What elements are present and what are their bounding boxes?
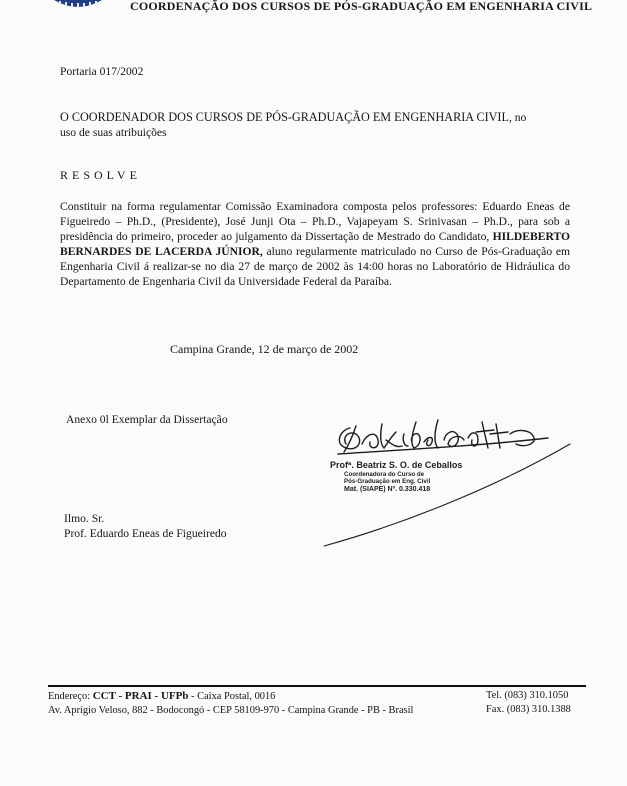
footer-address	[48, 689, 413, 718]
fax-number: Fax. (083) 310.1388	[486, 704, 571, 715]
stamp-role: Coordenadora do Curso de	[344, 471, 425, 478]
footer-divider	[48, 685, 586, 687]
signatory-stamp	[330, 460, 462, 494]
recipient-block	[64, 511, 227, 541]
stamp-name: Profª. Beatriz S. O. de Ceballos	[330, 460, 463, 470]
stamp-registration: Mat. (SIAPE) Nº. 0.330.418	[344, 486, 431, 493]
coordinator-statement	[60, 110, 580, 140]
institution-logo	[52, 0, 104, 12]
header-title: COORDENAÇÃO DOS CURSOS DE PÓS-GRADUAÇÃO EM ENGENHARIA CIVIL	[130, 0, 593, 13]
annex-note: Anexo 0l Exemplar da Dissertação	[66, 413, 228, 426]
resolution-body-part2: aluno regularmente matriculado no Curso de Pós-Graduação em Engenharia Civil á realizar-se no dia 27 de março de 2002 às 14:00 horas no Laboratório de Hidráulica do Departamento de Engenharia Civil da Universidade Federal da Paraíba.	[60, 245, 571, 288]
date-line: Campina Grande, 12 de março de 2002	[170, 342, 359, 356]
stamp-department: Pós-Graduação em Eng. Civil	[344, 478, 431, 485]
recipient-salutation: Ilmo. Sr.	[64, 512, 105, 525]
coordinator-attributions: uso de suas atribuições	[60, 126, 167, 139]
address-line2: Av. Aprígio Veloso, 882 - Bodocongó - CEP 58109-970 - Campina Grande - PB - Brasil	[48, 705, 414, 716]
coordinator-title-tail: , no	[508, 111, 527, 124]
address-postal-box: - Caixa Postal, 0016	[188, 691, 276, 702]
address-line1	[48, 689, 413, 704]
resolution-body-part1: Constituir na forma regulamentar Comissão Examinadora composta pelos professores: Eduardo Eneas de Figueiredo – Ph.D., (Presidente), José Junji Ota – Ph.D., Vajapeyam S. Srinivasan – Ph.D., para sob a presidência do primeiro, proceder ao julgamento da Dissertação de Mestrado do Candidato,	[60, 200, 570, 243]
resolution-body	[60, 199, 570, 289]
coordinator-title: O COORDENADOR DOS CURSOS DE PÓS-GRADUAÇÃO EM ENGENHARIA CIVIL	[60, 110, 509, 124]
recipient-name: Prof. Eduardo Eneas de Figueiredo	[64, 527, 227, 540]
footer-contacts	[486, 689, 571, 717]
phone-number: Tel. (083) 310.1050	[486, 690, 569, 701]
candidate-name: HILDEBERTO BERNARDES DE LACERDA JÚNIOR,	[60, 230, 570, 258]
address-institution: CCT - PRAI - UFPb	[92, 690, 189, 702]
portaria-number: Portaria 017/2002	[60, 65, 144, 78]
address-label: Endereço:	[48, 691, 91, 702]
resolve-heading: RESOLVE	[60, 168, 141, 182]
